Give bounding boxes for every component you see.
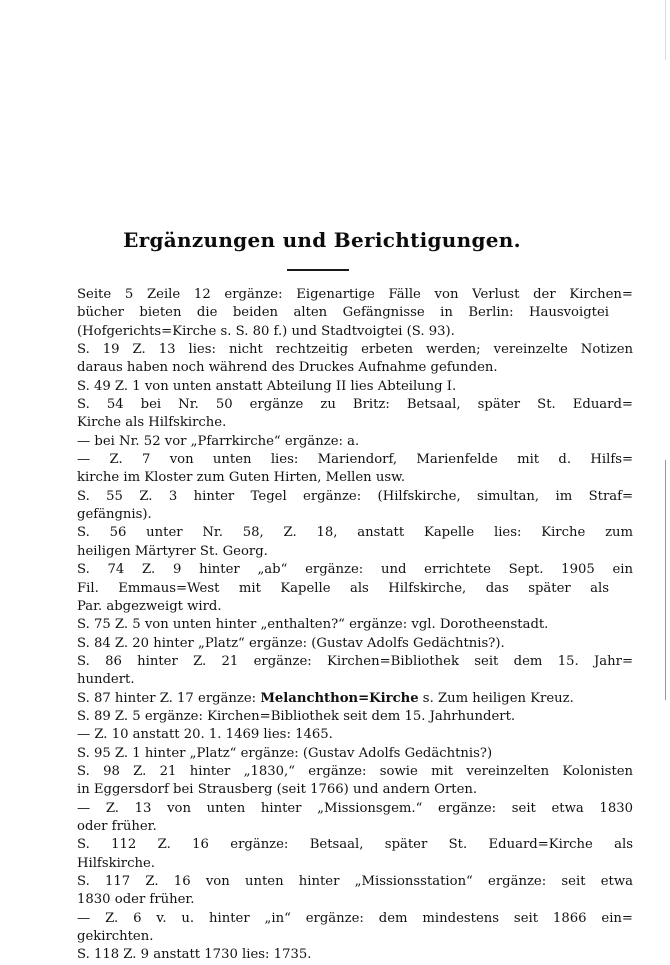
entry-line: Par. abgezweigt wird. (77, 598, 222, 614)
errata-entry (77, 763, 634, 800)
entry-text: S. 87 hinter Z. 17 ergänze: (77, 690, 261, 706)
entry-line: gefängnis). (77, 507, 152, 523)
errata-entry (77, 616, 609, 634)
title-rule-divider (287, 269, 349, 271)
entry-line: 1830 oder früher. (77, 892, 195, 908)
entry-line (77, 690, 609, 708)
entry-line: S. 84 Z. 20 hinter „Platz“ ergänze: (Gustav Adolfs Gedächtnis?). (77, 635, 505, 651)
entry-line: Fil. Emmaus=West mit Kapelle als Hilfskirche, das später als (77, 580, 609, 596)
entry-line: heiligen Märtyrer St. Georg. (77, 543, 268, 559)
errata-entry (77, 561, 634, 616)
entry-line: — Z. 6 v. u. hinter „in“ ergänze: dem mindestens seit 1866 ein= (77, 910, 633, 926)
errata-entry (77, 524, 634, 561)
entry-line: S. 56 unter Nr. 58, Z. 18, anstatt Kapelle lies: Kirche zum (77, 525, 634, 541)
entry-line: in Eggersdorf bei Strausberg (seit 1766) und andern Orten. (77, 782, 478, 798)
entry-text: s. Zum heiligen Kreuz. (418, 690, 574, 706)
errata-entry (77, 488, 634, 525)
scan-edge-line-top (665, 0, 666, 60)
entry-line: gekirchten. (77, 929, 154, 945)
errata-entry (77, 873, 633, 910)
errata-entry (77, 433, 609, 451)
errata-entry (77, 910, 633, 947)
entry-line: bücher bieten die beiden alten Gefängnisse in Berlin: Hausvoigtei (77, 305, 609, 321)
entry-line: (Hofgerichts=Kirche s. S. 80 f.) und Stadtvoigtei (S. 93). (77, 323, 455, 339)
errata-entry (77, 836, 634, 873)
entry-line: S. 118 Z. 9 anstatt 1730 lies: 1735. (77, 947, 312, 963)
errata-entry (77, 341, 634, 378)
entry-line: S. 112 Z. 16 ergänze: Betsaal, später St. Eduard=Kirche als (77, 837, 634, 853)
entry-line: hundert. (77, 672, 135, 688)
entry-line: Seite 5 Zeile 12 ergänze: Eigenartige Fälle von Verlust der Kirchen= (77, 287, 633, 302)
entry-line: S. 55 Z. 3 hinter Tegel ergänze: (Hilfskirche, simultan, im Straf= (77, 488, 634, 504)
errata-list (77, 286, 634, 965)
entry-line: — Z. 13 von unten hinter „Missionsgem.“ ergänze: seit etwa 1830 (77, 800, 633, 816)
entry-line: S. 74 Z. 9 hinter „ab“ ergänze: und errichtete Sept. 1905 ein (77, 562, 634, 578)
entry-line: S. 75 Z. 5 von unten hinter „enthalten?“ ergänze: vgl. Dorotheenstadt. (77, 617, 549, 633)
entry-line: Kirche als Hilfskirche. (77, 415, 227, 431)
entry-line: S. 19 Z. 13 lies: nicht rechtzeitig erbeten werden; vereinzelte Notizen (77, 342, 634, 358)
bold-church-name: Melanchthon=Kirche (260, 690, 419, 706)
entry-line: S. 54 bei Nr. 50 ergänze zu Britz: Betsaal, später St. Eduard= (77, 397, 633, 413)
entry-line: S. 49 Z. 1 von unten anstatt Abteilung II lies Abteilung I. (77, 378, 457, 394)
entry-line: kirche im Kloster zum Guten Hirten, Mellen usw. (77, 470, 406, 486)
errata-entry (77, 690, 609, 708)
errata-entry (77, 653, 633, 690)
entry-line: S. 86 hinter Z. 21 ergänze: Kirchen=Bibliothek seit dem 15. Jahr= (77, 653, 633, 669)
errata-entry (77, 396, 633, 433)
entry-line: oder früher. (77, 818, 157, 834)
entry-line: S. 95 Z. 1 hinter „Platz“ ergänze: (Gustav Adolfs Gedächtnis?) (77, 745, 493, 761)
errata-entry (77, 378, 609, 396)
scan-edge-line (665, 460, 666, 700)
errata-entry (77, 946, 609, 964)
entry-line: daraus haben noch während des Druckes Aufnahme gefunden. (77, 360, 498, 376)
entry-line: Hilfskirche. (77, 855, 155, 871)
errata-entry (77, 726, 609, 744)
page-title: Ergänzungen und Berichtigungen. (123, 228, 521, 252)
errata-entry (77, 745, 609, 763)
errata-entry (77, 800, 633, 837)
entry-line: S. 89 Z. 5 ergänze: Kirchen=Bibliothek seit dem 15. Jahrhundert. (77, 708, 516, 724)
entry-line: S. 98 Z. 21 hinter „1830,“ ergänze: sowie mit vereinzelten Kolonisten (77, 763, 634, 779)
entry-line: — Z. 7 von unten lies: Mariendorf, Marienfelde mit d. Hilfs= (77, 452, 634, 468)
entry-line: — bei Nr. 52 vor „Pfarrkirche“ ergänze: a. (77, 433, 360, 449)
entry-line: — Z. 10 anstatt 20. 1. 1469 lies: 1465. (77, 727, 333, 743)
errata-entry (77, 708, 609, 726)
errata-entry (77, 286, 633, 341)
errata-entry (77, 451, 634, 488)
errata-entry (77, 635, 609, 653)
entry-line: S. 117 Z. 16 von unten hinter „Missionsstation“ ergänze: seit etwa (77, 874, 633, 889)
